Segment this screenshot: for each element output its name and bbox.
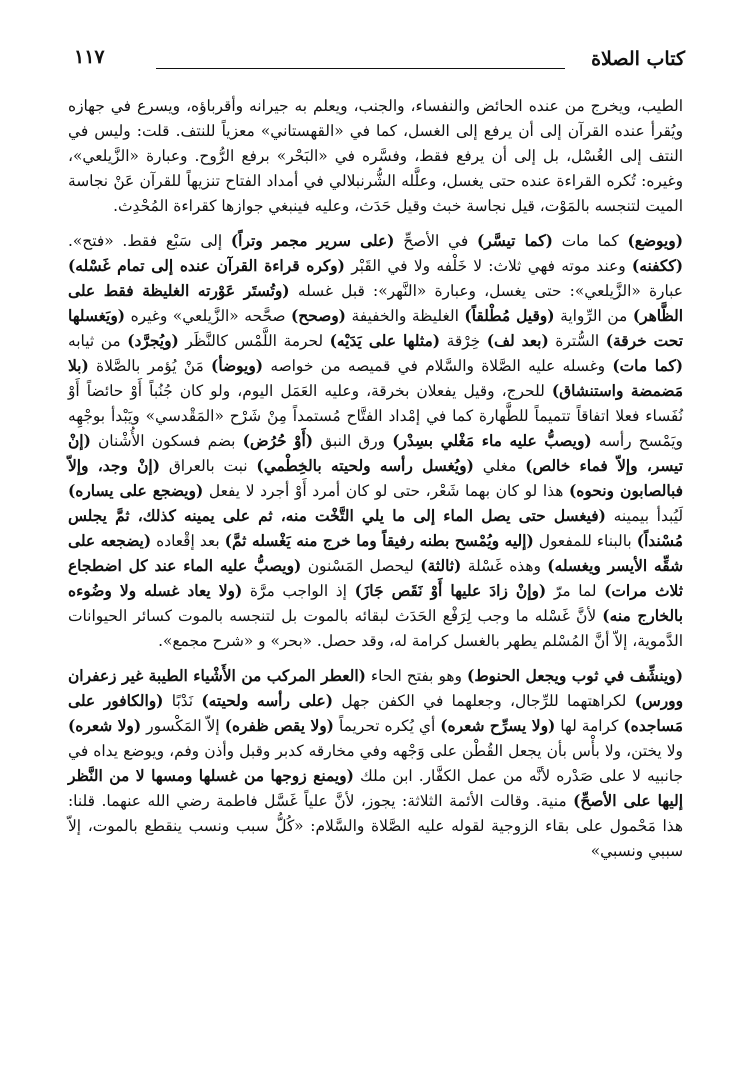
matn-text: (وصحح) bbox=[291, 307, 346, 325]
matn-text: (وقيل مُطْلقاً) bbox=[464, 307, 555, 325]
matn-text: (إنْ تيسر، وإلاّ فماء خالص) bbox=[68, 432, 683, 475]
commentary-text: صحَّحه «الزَّيلعي» وغيره bbox=[125, 307, 292, 325]
commentary-text: هذا لو كان بهما شَعْر، حتى لو كان أمرد أَوْ أجرد لا يفعل bbox=[203, 482, 569, 500]
matn-text: (ويوضأ) bbox=[211, 357, 264, 375]
matn-text: (بعد لف) bbox=[486, 332, 549, 350]
commentary-text: نبت بالعراق bbox=[160, 457, 257, 475]
commentary-text: وغسله عليه الصَّلاة والسَّلام في قميصه من خواصه bbox=[263, 357, 613, 375]
matn-text: (ويمنع زوجها من غسلها ومسها لا من النَّظر إليها على الأصحِّ) bbox=[68, 767, 683, 810]
commentary-text: لكراهتهما للرِّجال، وجعلهما في الكفن جهل bbox=[333, 692, 635, 710]
paragraph bbox=[68, 664, 683, 864]
commentary-text: في الأصحِّ bbox=[394, 232, 477, 250]
matn-text: (والكافور على مَساجده) bbox=[68, 692, 683, 735]
commentary-text: بعد إقْعاده bbox=[151, 532, 225, 550]
commentary-text: لَيُبدأ بيمينه bbox=[605, 507, 684, 525]
commentary-text: من ثيابه bbox=[68, 332, 128, 350]
matn-text: (ولا يسرِّح شعره) bbox=[440, 717, 556, 735]
commentary-text: كرامة لها bbox=[555, 717, 624, 735]
matn-text: (أَوْ حُرُض) bbox=[242, 432, 314, 450]
matn-text: (كما مات) bbox=[612, 357, 683, 375]
commentary-text: ولا يختن، ولا بأْس بأن يجعل القُطْن على وَجْهه وفي مخارقه كدبر وقبل وأذن وفم، ويوضع يداه في جانبيه لا على صَدْره لأنَّه من عمل الكفَّار. ابن ملك bbox=[68, 742, 683, 785]
matn-text: (بلا مَضمضة واستنشاق) bbox=[68, 357, 684, 400]
matn-text: (ويصبُّ عليه الماء عند كل اضطجاع ثلاث مرات) bbox=[68, 557, 683, 600]
commentary-text: الغليظة والخفيفة bbox=[345, 307, 465, 325]
matn-text: (ككفنه) bbox=[631, 257, 683, 275]
commentary-text: عبارة «الزَّيلعي»: حتى يغسل، وعبارة «النَّهر»: قبل غسله bbox=[289, 282, 683, 300]
matn-text: (إليه ويُمْسح بطنه رفيقاً وما خرج منه يَغْسله ثمَّ) bbox=[224, 532, 534, 550]
matn-text: (وتُستَر عَوْرته الغليظة فقط على الظَّاهر) bbox=[68, 282, 683, 325]
matn-text: (على سرير مجمر وتراً) bbox=[230, 232, 395, 250]
page-number: ١١٧ bbox=[74, 46, 105, 68]
commentary-text: من الرِّواية bbox=[554, 307, 633, 325]
header-rule bbox=[156, 68, 565, 69]
matn-text: (على رأسه ولحيته) bbox=[201, 692, 334, 710]
commentary-text: مَنْ يُؤمر بالصَّلاة bbox=[88, 357, 212, 375]
matn-text: (ويوضع) bbox=[627, 232, 683, 250]
commentary-text: مغلي bbox=[473, 457, 526, 475]
matn-text: (فيغسل حتى يصل الماء إلى ما يلي التَّخْت منه، ثم على يمينه كذلك، ثمَّ يجلس مُسْنداً) bbox=[68, 507, 683, 550]
commentary-text: لحرمة اللَّمْس كالنَّظَر bbox=[178, 332, 330, 350]
commentary-text: بضم فسكون الأُشْنان bbox=[90, 432, 243, 450]
matn-text: (وإنْ زادَ عليها أَوْ نَقَص جَازَ) bbox=[354, 582, 547, 600]
matn-text: (ولا يقص ظفره) bbox=[224, 717, 334, 735]
page-body bbox=[68, 94, 683, 864]
commentary-text: للحرج، وقيل يفعلان بخرقة، وعليه العَمَل اليوم، ولو كان جُنُباً أَوْ حائضاً أَوْ نُفَساء فعلا اتفاقاً تتميماً للطَّهارة كما في إمْداد الفتَّاح مُستمداً مِنْ شَرْح «المَقْدسي» ويَبْدأ بوجْهِه ويَمْسح رأسه bbox=[68, 382, 683, 450]
matn-text: (إنْ وجد، وإلاّ فبالصابون ونحوه) bbox=[68, 457, 684, 500]
commentary-text: منية. وقالت الأئمة الثلاثة: يجوز، لأنَّ علياً غَسَّل فاطمة رضي الله عنهما. قلنا: هذا مَحْمول على بقاء الزوجية لقوله عليه الصَّلاة والسَّلام: «كُلُّ سبب ونسب ينقطع بالموت، إلاّ سببي ونسبي» bbox=[68, 792, 683, 860]
matn-text: (ثالثة) bbox=[420, 557, 462, 575]
matn-text: (ويضجع على يساره) bbox=[68, 482, 204, 500]
commentary-text: لما مرّ bbox=[546, 582, 605, 600]
matn-text: (ولا شعره) bbox=[68, 717, 142, 735]
commentary-text: وهذه غَسْلة bbox=[461, 557, 548, 575]
commentary-text: خِرْقة bbox=[440, 332, 487, 350]
paragraph bbox=[68, 94, 683, 219]
commentary-text: بالبناء للمفعول bbox=[533, 532, 637, 550]
commentary-text: وهو بفتح الحاء bbox=[365, 667, 468, 685]
matn-text: (مثلها على يَدَيْه) bbox=[329, 332, 441, 350]
commentary-text: السُّترة bbox=[548, 332, 606, 350]
matn-text: (كما تيسَّر) bbox=[477, 232, 553, 250]
matn-text: (يضجعه على شقِّه الأيسر ويغسله) bbox=[68, 532, 683, 575]
matn-text: (وكره قراءة القرآن عنده إلى تمام غَسْله) bbox=[68, 257, 345, 275]
commentary-text: لأنَّ غَسْله ما وجب لِرَفْع الحَدَث لبقائه بالموت بل لتنجسه بالموت كسائر الحيوانات الدَّموية، إلاّ أنَّ المُسْلم يطهر بالغسل كرامة له، وقد حصل. «بحر» و «شرح مجمع». bbox=[68, 607, 683, 650]
paragraph bbox=[68, 229, 683, 654]
matn-text: (ويُجرَّد) bbox=[127, 332, 179, 350]
commentary-text: نَدْبًا bbox=[163, 692, 202, 710]
commentary-text: الطيب، ويخرج من عنده الحائض والنفساء، والجنب، ويعلم به جيرانه وأقرباؤه، ويسرع في جهازه ويُقرأ عنده القرآن إلى أن يرفع إلى الغسل، كما في «القهستاني» معزياً للنتف. قلت: وليس في النتف إلى الغُسْل، بل إلى أن يرفع فقط، وفسَّره في «البَحْر» برفع الرُّوح. وعبارة «الزَّيلعي»، وغيره: تُكره القراءة عنده حتى يغسل، وعلَّله الشُّرنبلالي في أمداد الفتاح تنزيهاً للقرآن عَنْ نجاسة الميت لتنجسه بالمَوْت، قيل نجاسة خبث وقيل حَدَث، وعليه فينبغي جوازها كقراءة المُحْدِث. bbox=[68, 97, 683, 215]
commentary-text: ورق النبق bbox=[313, 432, 393, 450]
matn-text: (العطر المركب من الأَشْياء الطيبة غير زعفران وورس) bbox=[68, 667, 684, 710]
matn-text: (وينشِّف في ثوب ويجعل الحنوط) bbox=[467, 667, 684, 685]
matn-text: (ويصبُّ عليه ماء مَغْلي بسِدْر) bbox=[392, 432, 592, 450]
matn-text: (ولا يعاد غسله ولا وضُوءه بالخارج منه) bbox=[68, 582, 683, 625]
matn-text: (ويَغسلها تحت خرقة) bbox=[68, 307, 683, 350]
matn-text: (ويُغسل رأسه ولحيته بالخِطْمي) bbox=[256, 457, 474, 475]
commentary-text: إلى سَبْع فقط. «فتح». bbox=[68, 232, 231, 250]
commentary-text: ليحصل المَسْنون bbox=[301, 557, 421, 575]
commentary-text: وعند موته فهي ثلاث: لا خَلْفه ولا في القَبْر bbox=[344, 257, 632, 275]
commentary-text: إلاّ المَكْسور bbox=[141, 717, 225, 735]
page-header bbox=[74, 48, 685, 78]
commentary-text: إذ الواجب مرَّة bbox=[242, 582, 355, 600]
book-title: كتاب الصلاة bbox=[591, 48, 685, 70]
commentary-text: أي يُكره تحريماً bbox=[333, 717, 441, 735]
commentary-text: كما مات bbox=[552, 232, 628, 250]
